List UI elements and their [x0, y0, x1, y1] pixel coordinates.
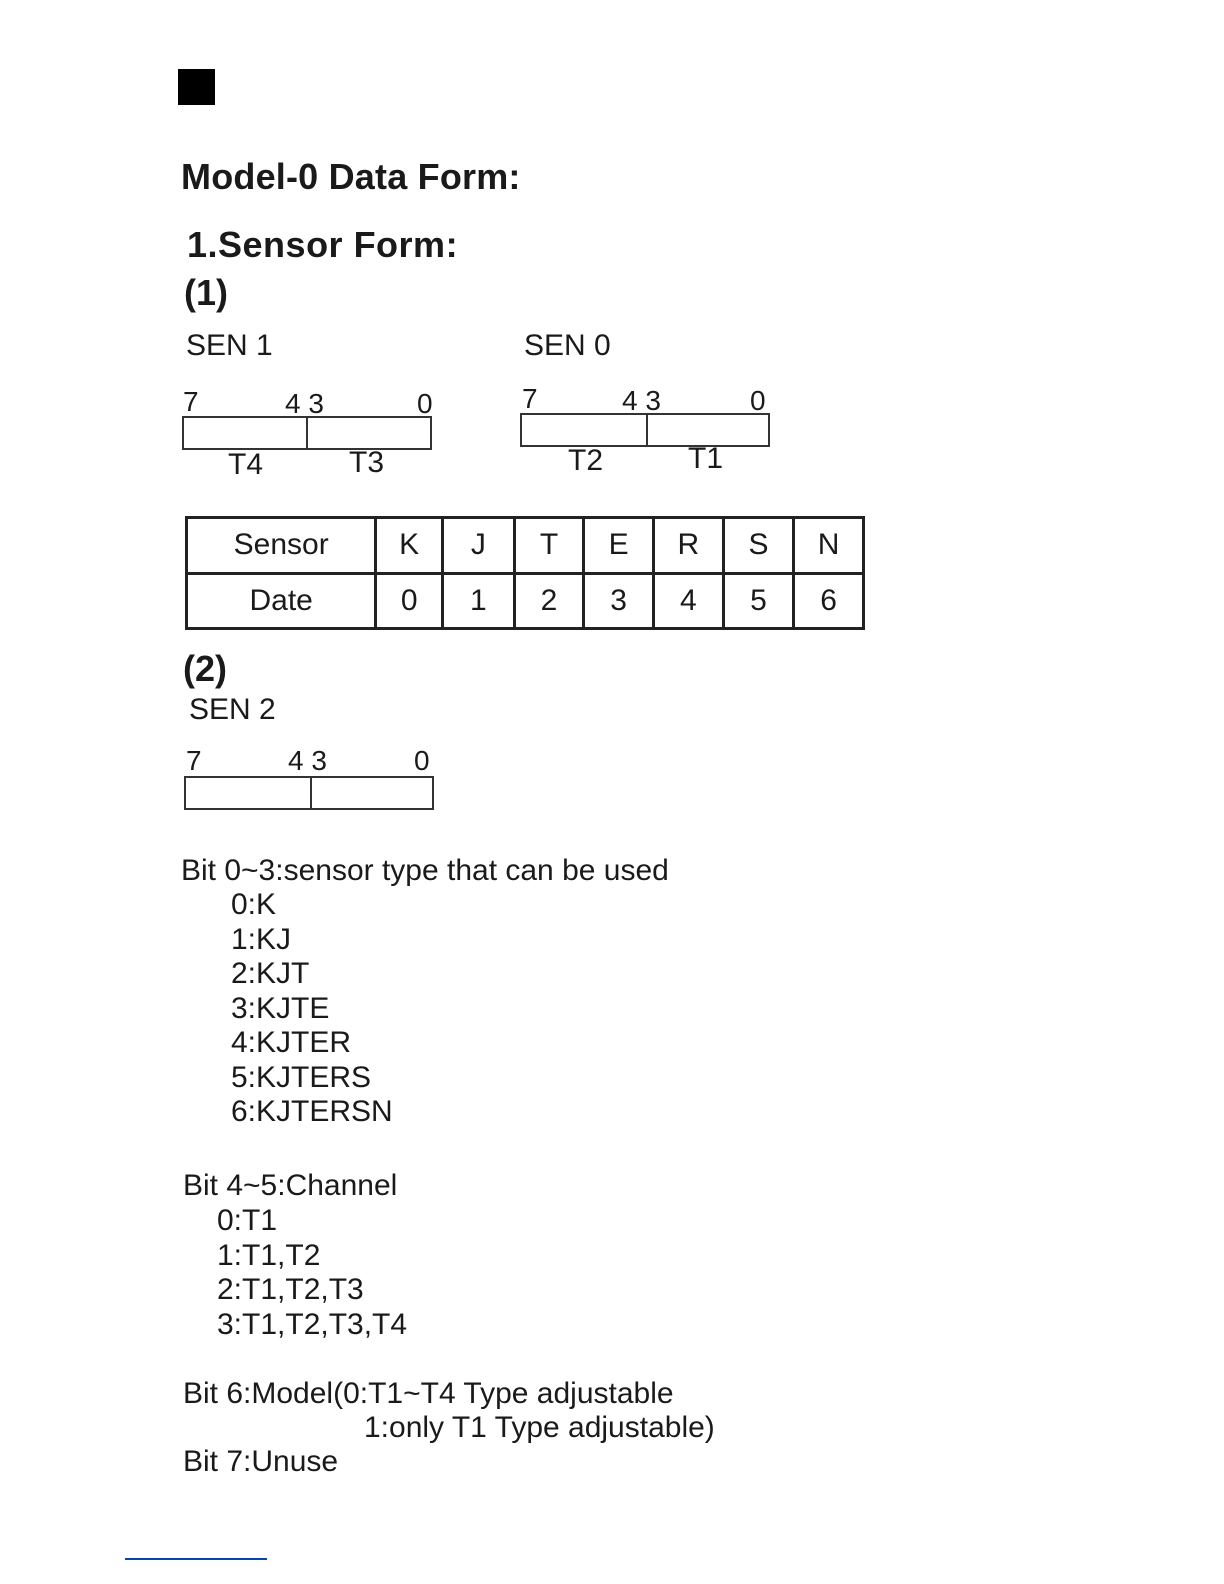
part1-label: (1) — [184, 272, 228, 313]
bit-label-7: 7 — [522, 383, 538, 414]
table-cell: 6 — [794, 573, 864, 629]
table-row — [187, 573, 864, 629]
bit-label-4-3: 4 3 — [285, 388, 324, 419]
register-name-sen1: SEN 1 — [186, 329, 273, 362]
sensor-code-table — [185, 516, 865, 630]
list-item: 3:KJTE — [231, 991, 330, 1025]
bit-label-0: 0 — [750, 385, 766, 416]
register-field-high — [186, 778, 310, 808]
field-label-t1: T1 — [688, 442, 724, 475]
bit03-heading: Bit 0~3:sensor type that can be used — [181, 854, 669, 887]
register-box-sen0 — [520, 413, 770, 447]
list-item: 5:KJTERS — [231, 1060, 372, 1094]
table-header-cell: Sensor — [187, 518, 376, 574]
table-cell: K — [376, 518, 443, 574]
list-item: 0:T1 — [217, 1204, 278, 1237]
list-item: 2:KJT — [231, 957, 310, 990]
table-cell: J — [443, 518, 515, 574]
list-item: 4:KJTER — [231, 1026, 352, 1059]
register-field-high — [522, 415, 646, 445]
list-item: 1:KJ — [231, 922, 292, 956]
table-cell: 2 — [514, 573, 584, 629]
bit-label-4-3: 4 3 — [288, 745, 327, 776]
bit45-heading: Bit 4~5:Channel — [183, 1169, 398, 1202]
register-field-low — [310, 778, 432, 808]
footer-rule — [125, 1558, 267, 1560]
table-cell: N — [794, 518, 864, 574]
table-cell: 1 — [443, 573, 515, 629]
part2-label: (2) — [183, 648, 227, 689]
bit-label-0: 0 — [414, 745, 430, 776]
register-field-low — [646, 415, 768, 445]
table-cell: 5 — [723, 573, 794, 629]
page-title: Model-0 Data Form: — [181, 156, 521, 197]
table-cell: S — [723, 518, 794, 574]
table-cell: R — [653, 518, 723, 574]
register-box-sen2 — [184, 776, 434, 810]
list-item: 6:KJTERSN — [231, 1095, 393, 1128]
table-cell: E — [584, 518, 654, 574]
bit-label-0: 0 — [417, 388, 433, 419]
bit6-line1: Bit 6:Model(0:T1~T4 Type adjustable — [183, 1377, 674, 1410]
list-item: 3:T1,T2,T3,T4 — [217, 1307, 408, 1341]
section-heading: 1.Sensor Form: — [187, 224, 459, 265]
bit6-line2: 1:only T1 Type adjustable) — [364, 1411, 715, 1444]
table-row — [187, 518, 864, 574]
register-name-sen0: SEN 0 — [524, 329, 611, 362]
section-marker-square — [178, 69, 215, 105]
table-cell: 4 — [653, 573, 723, 629]
bit-label-7: 7 — [186, 745, 202, 776]
register-box-sen1 — [182, 416, 432, 450]
bit45-list — [217, 1204, 407, 1342]
list-item: 2:T1,T2,T3 — [217, 1273, 364, 1306]
register-name-sen2: SEN 2 — [189, 693, 276, 726]
table-cell: T — [514, 518, 584, 574]
table-header-cell: Date — [187, 573, 376, 629]
register-field-high — [184, 418, 306, 448]
register-field-low — [306, 418, 430, 448]
field-label-t4: T4 — [228, 448, 264, 481]
field-label-t2: T2 — [568, 444, 604, 477]
bit7-line: Bit 7:Unuse — [183, 1445, 339, 1478]
field-label-t3: T3 — [349, 446, 385, 479]
list-item: 0:K — [231, 888, 277, 921]
table-cell: 0 — [376, 573, 443, 629]
list-item: 1:T1,T2 — [217, 1238, 321, 1272]
bit-label-7: 7 — [183, 386, 199, 417]
bit-label-4-3: 4 3 — [622, 385, 661, 416]
bit03-list — [231, 888, 393, 1130]
table-cell: 3 — [584, 573, 654, 629]
